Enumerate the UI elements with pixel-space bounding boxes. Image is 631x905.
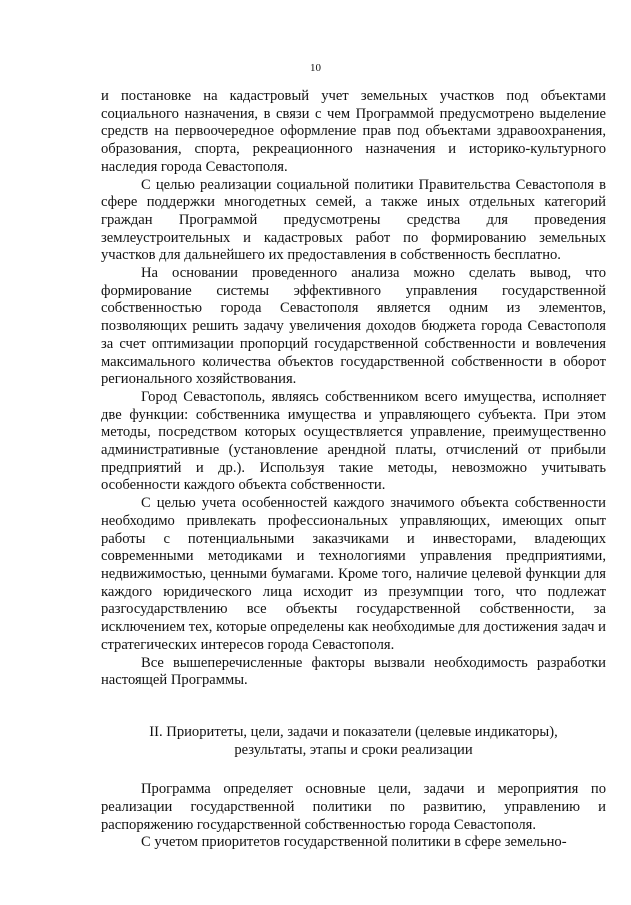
section-heading-line-2: результаты, этапы и сроки реализации	[234, 741, 473, 758]
paragraph-social-policy: С целью реализации социальной политики Правительства Севастополя в сфере поддержки многодетных семей, а также иных отдельных категорий граждан Программой предусмотрены средства для проведения землеустроительных и кадастровых работ по формированию земельных участков для дальнейшего их предоставления в собственность бесплатно.	[101, 176, 606, 264]
paragraph-continuation: и постановке на кадастровый учет земельных участков под объектами социального назначения, в связи с чем Программой предусмотрено выделение средств на первоочередное оформление прав под объектами здравоохранения, образования, спорта, рекреационного назначения и историко-культурного наследия города Севастополя.	[101, 88, 606, 175]
paragraph-program-necessity: Все вышеперечисленные факторы вызвали необходимость разработки настоящей Программы.	[101, 654, 606, 689]
paragraph-land-policy: С учетом приоритетов государственной политики в сфере земельно-	[141, 834, 567, 851]
paragraph-professional-managers: С целью учета особенностей каждого значимого объекта собственности необходимо привлекать профессиональных управляющих, имеющих опыт работы с потенциальными заказчиками и инвесторами, владеющих современными методиками и технологиями управления предприятиями, недвижимостью, ценными бумагами. Кроме того, наличие целевой функции для каждого юридического лица исходит из презумпции того, что подлежат разгосударствлению все объекты государственной собственности, за исключением тех, которые определены как необходимые для достижения задач и стратегических интересов города Севастополя.	[101, 495, 606, 653]
paragraph-owner-functions: Город Севастополь, являясь собственником всего имущества, исполняет две функции: собственника имущества и управляющего субъекта. При этом методы, посредством которых осуществляется управление, преимущественно административные (установление арендной платы, отчислений от прибыли предприятий и др.). Используя такие методы, невозможно учитывать особенности каждого объекта собственности.	[101, 388, 606, 494]
paragraph-program-goals: Программа определяет основные цели, задачи и мероприятия по реализации государственной политики по развитию, управлению и распоряжению государственной собственностью города Севастополя.	[101, 781, 606, 833]
paragraph-analysis-conclusion: На основании проведенного анализа можно сделать вывод, что формирование системы эффективного управления государственной собственностью города Севастополя является одним из элементов, позволяющих решить задачу увеличения доходов бюджета города Севастополя за счет оптимизации пропорций государственной собственности и вовлечения максимального количества объектов государственной собственности в оборот регионального хозяйствования.	[101, 265, 606, 388]
section-heading	[101, 724, 606, 759]
section-heading-line-1: II. Приоритеты, цели, задачи и показатели (целевые индикаторы),	[149, 723, 558, 740]
document-body	[101, 88, 606, 852]
page-number: 10	[310, 62, 321, 74]
